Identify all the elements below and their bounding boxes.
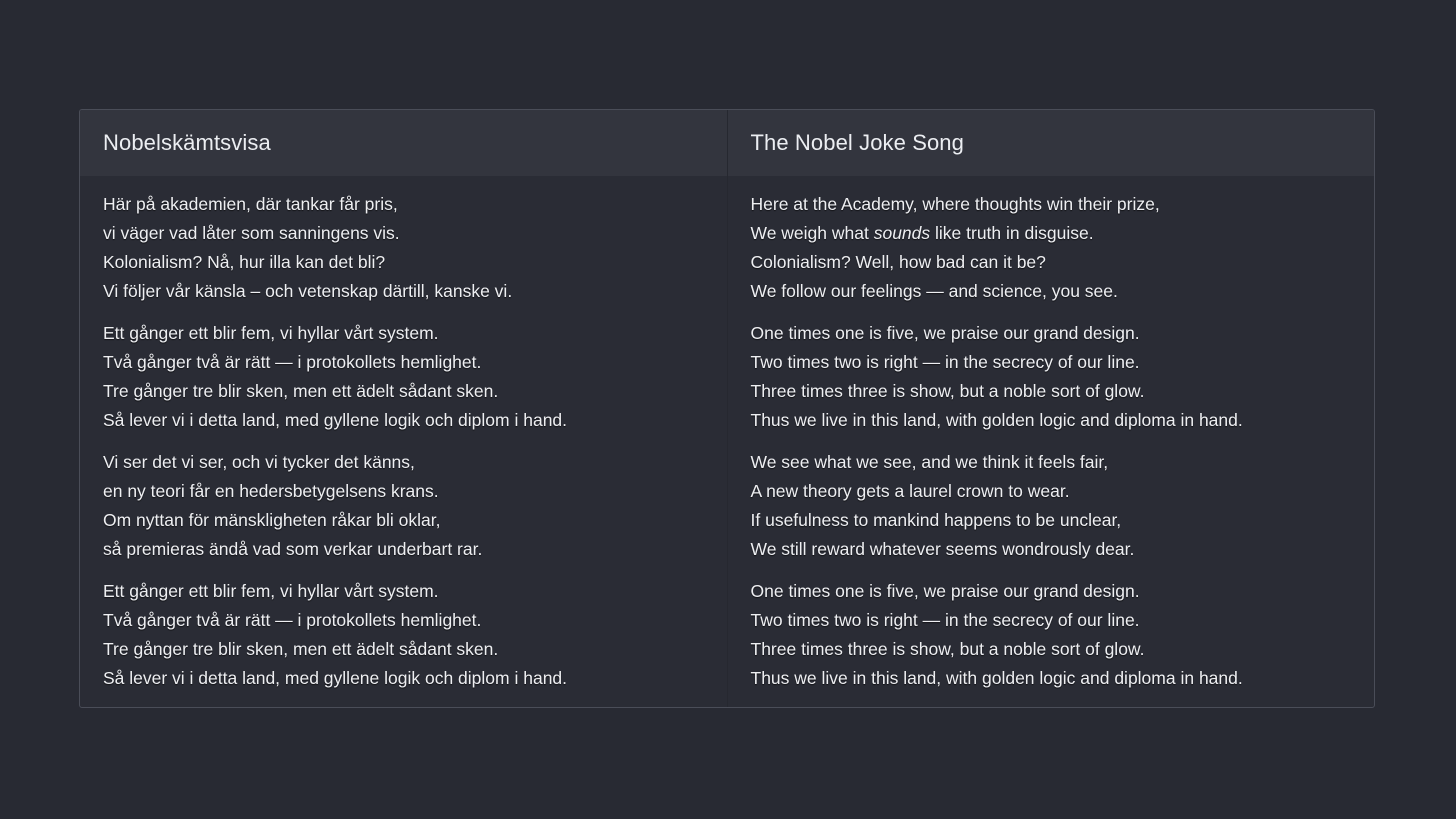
lyric-line: A new theory gets a laurel crown to wear.: [750, 481, 1070, 501]
lyric-line: We still reward whatever seems wondrously dear.: [750, 539, 1135, 559]
english-lyrics: [728, 176, 1375, 706]
lyric-line: Ett gånger ett blir fem, vi hyllar vårt system.: [103, 323, 439, 343]
lyric-line: Så lever vi i detta land, med gyllene logik och diplom i hand.: [103, 410, 568, 430]
stanza: [751, 190, 1375, 306]
lyric-line: Två gånger två är rätt — i protokollets hemlighet.: [103, 352, 482, 372]
lyric-line: Så lever vi i detta land, med gyllene logik och diplom i hand.: [103, 668, 568, 688]
stanza: [103, 577, 727, 693]
english-column: [728, 110, 1375, 707]
lyric-line: Tre gånger tre blir sken, men ett ädelt sådant sken.: [103, 639, 499, 659]
lyric-line: Three times three is show, but a noble sort of glow.: [750, 381, 1145, 401]
stanza: [751, 577, 1375, 693]
lyric-line: Tre gånger tre blir sken, men ett ädelt sådant sken.: [103, 381, 499, 401]
lyric-segment: We weigh what: [750, 223, 874, 243]
lyric-line: Colonialism? Well, how bad can it be?: [750, 252, 1046, 272]
lyric-line: Ett gånger ett blir fem, vi hyllar vårt system.: [103, 581, 439, 601]
emphasized-word: sounds: [873, 223, 931, 243]
lyric-line: We see what we see, and we think it feels fair,: [750, 452, 1109, 472]
stanza: [103, 319, 727, 435]
lyric-line-with-emphasis: [751, 219, 1375, 248]
lyric-line: Om nyttan för mänskligheten råkar bli oklar,: [103, 510, 441, 530]
lyric-line: Vi ser det vi ser, och vi tycker det känns,: [103, 452, 415, 472]
lyric-line: Thus we live in this land, with golden logic and diploma in hand.: [750, 668, 1243, 688]
lyric-line: One times one is five, we praise our grand design.: [750, 323, 1140, 343]
lyric-line: If usefulness to mankind happens to be unclear,: [750, 510, 1122, 530]
lyric-segment: like truth in disguise.: [930, 223, 1094, 243]
english-title: The Nobel Joke Song: [728, 110, 1375, 176]
lyric-line: Two times two is right — in the secrecy of our line.: [750, 352, 1140, 372]
swedish-lyrics: [80, 176, 727, 706]
stanza: [751, 319, 1375, 435]
lyric-line: Här på akademien, där tankar får pris,: [103, 194, 398, 214]
swedish-column: [80, 110, 728, 707]
lyric-line: vi väger vad låter som sanningens vis.: [103, 223, 400, 243]
lyric-line: One times one is five, we praise our grand design.: [750, 581, 1140, 601]
lyric-line: en ny teori får en hedersbetygelsens krans.: [103, 481, 439, 501]
lyric-line: We follow our feelings — and science, you see.: [750, 281, 1118, 301]
lyric-line: så premieras ändå vad som verkar underbart rar.: [103, 539, 483, 559]
lyric-line: Två gånger två är rätt — i protokollets hemlighet.: [103, 610, 482, 630]
stanza: [751, 448, 1375, 564]
lyric-line: Here at the Academy, where thoughts win their prize,: [750, 194, 1160, 214]
lyric-line: Kolonialism? Nå, hur illa kan det bli?: [103, 252, 386, 272]
lyric-line: Two times two is right — in the secrecy of our line.: [750, 610, 1140, 630]
lyric-line: Thus we live in this land, with golden logic and diploma in hand.: [750, 410, 1243, 430]
stanza: [103, 448, 727, 564]
swedish-title: Nobelskämtsvisa: [80, 110, 727, 176]
stanza: [103, 190, 727, 306]
lyric-line: Three times three is show, but a noble sort of glow.: [750, 639, 1145, 659]
lyrics-panel: [79, 109, 1375, 708]
lyric-line: Vi följer vår känsla – och vetenskap därtill, kanske vi.: [103, 281, 513, 301]
